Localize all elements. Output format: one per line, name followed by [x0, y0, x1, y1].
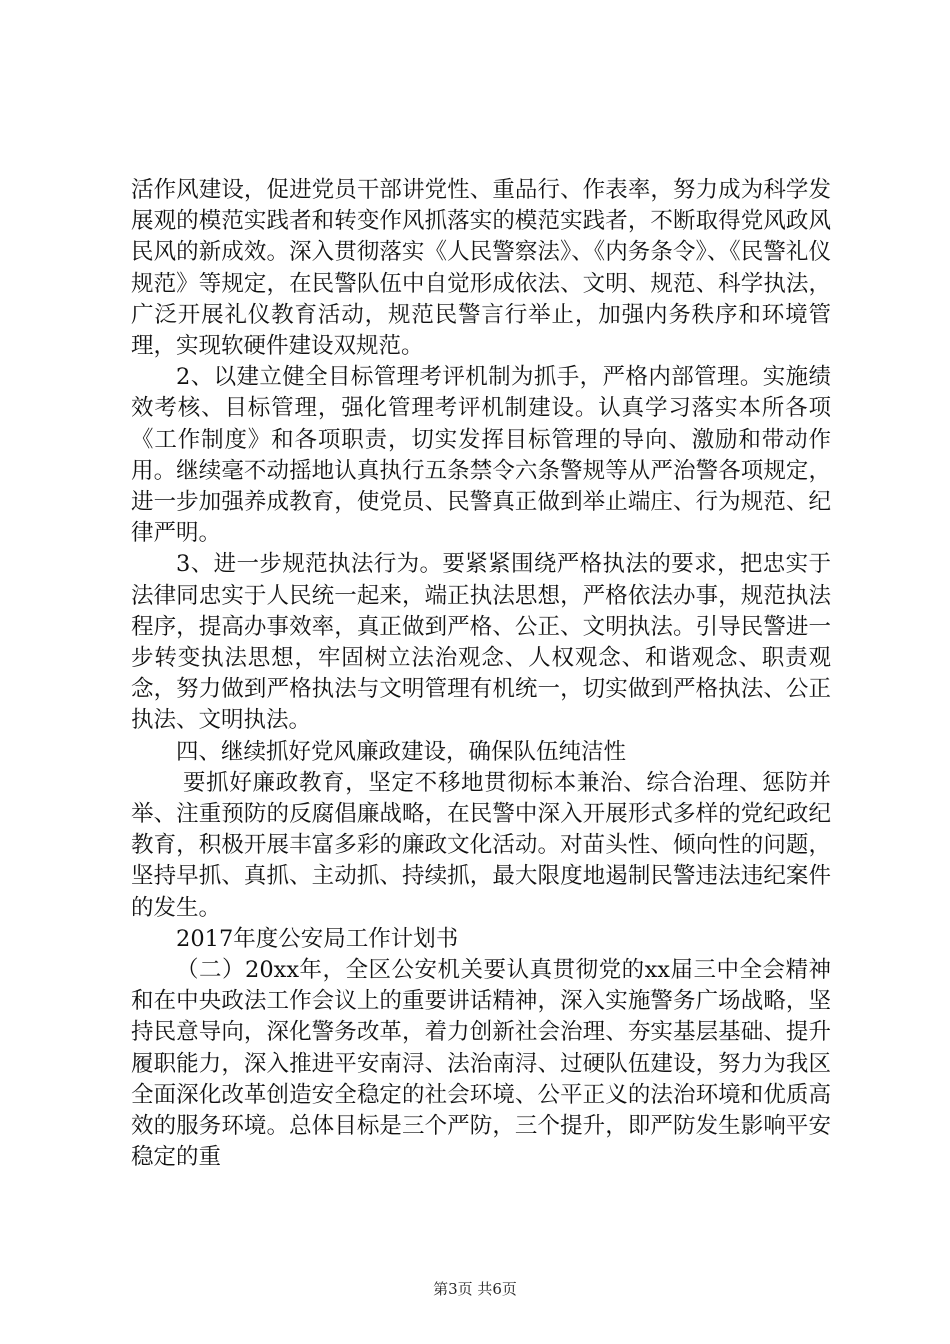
paragraph-integrity-education: 要抓好廉政教育，坚定不移地贯彻标本兼治、综合治理、惩防并举、注重预防的反腐倡廉战略，在民警中深入开展形式多样的党纪政纪教育，积极开展丰富多彩的廉政文化活动。对苗头性、倾向性的问题，坚持早抓、真抓、主动抓、持续抓，最大限度地遏制民警违法违纪案件的发生。	[131, 769, 831, 921]
section-heading-4: 四、继续抓好党风廉政建设，确保队伍纯洁性	[176, 738, 627, 765]
document-body	[131, 175, 831, 1174]
paragraph-item-3: 3、进一步规范执法行为。要紧紧围绕严格执法的要求，把忠实于法律同忠实于人民统一起来，端正执法思想，严格依法办事，规范执法程序，提高办事效率，真正做到严格、公正、文明执法。引导民警进一步转变执法思想，牢固树立法治观念、人权观念、和谐观念、职责观念，努力做到严格执法与文明管理有机统一，切实做到严格执法、公正执法、文明执法。	[131, 551, 831, 734]
paragraph-continuation: 活作风建设，促进党员干部讲党性、重品行、作表率，努力成为科学发展观的模范实践者和转变作风抓落实的模范实践者，不断取得党风政风民风的新成效。深入贯彻落实《人民警察法》、《内务条令》、《民警礼仪规范》等规定，在民警队伍中自觉形成依法、文明、规范、科学执法，广泛开展礼仪教育活动，规范民警言行举止，加强内务秩序和环境管理，实现软硬件建设双规范。	[131, 177, 831, 360]
document-subtitle: 2017年度公安局工作计划书	[176, 925, 459, 952]
page-footer: 第3页 共6页	[433, 1280, 517, 1298]
paragraph-item-2: 2、以建立健全目标管理考评机制为抓手，严格内部管理。实施绩效考核、目标管理，强化管理考评机制建设。认真学习落实本所各项《工作制度》和各项职责，切实发挥目标管理的导向、激励和带动作用。继续毫不动摇地认真执行五条禁令六条警规等从严治警各项规定，进一步加强养成教育，使党员、民警真正做到举止端庄、行为规范、纪律严明。	[131, 364, 831, 547]
paragraph-section-2: （二）20xx年，全区公安机关要认真贯彻党的xx届三中全会精神和在中央政法工作会议上的重要讲话精神，深入实施警务广场战略，坚持民意导向，深化警务改革，着力创新社会治理、夯实基层基础、提升履职能力，深入推进平安南浔、法治南浔、过硬队伍建设，努力为我区全面深化改革创造安全稳定的社会环境、公平正义的法治环境和优质高效的服务环境。总体目标是三个严防，三个提升，即严防发生影响平安稳定的重	[131, 957, 831, 1171]
